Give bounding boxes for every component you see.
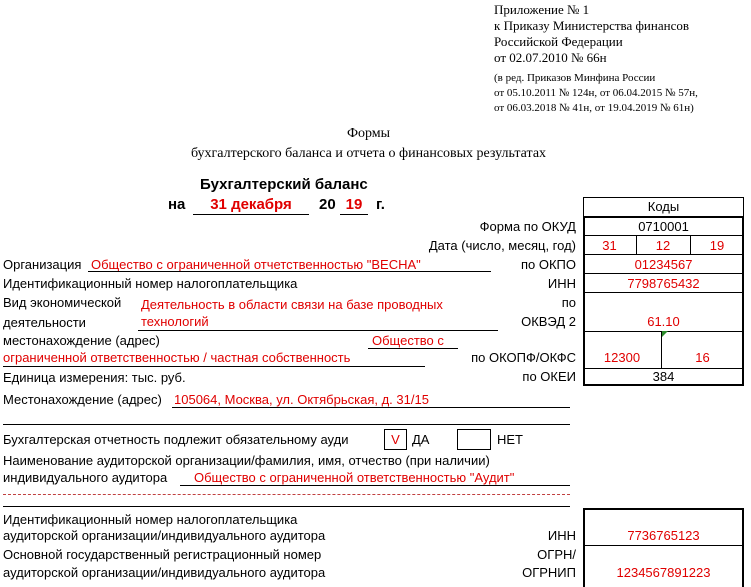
okud-code[interactable]: 0710001	[638, 219, 689, 234]
okfs-code[interactable]: 16	[695, 350, 710, 365]
okpo-label: по ОКПО	[520, 257, 576, 272]
codes-header: Коды	[647, 199, 680, 214]
appendix-line-4: от 02.07.2010 № 66н	[494, 50, 607, 65]
org-inn-label: Идентификационный номер налогоплательщика	[3, 276, 298, 291]
edition-line-3: от 06.03.2018 № 41н, от 19.04.2019 № 61н)	[494, 102, 694, 114]
auditor-inn-label-1: Идентификационный номер налогоплательщика	[3, 512, 298, 527]
address-value[interactable]: 105064, Москва, ул. Октябрьская, д. 31/15	[174, 392, 429, 407]
inn-label: ИНН	[547, 276, 576, 291]
inn-code[interactable]: 7798765432	[627, 276, 700, 291]
okved-label-2: ОКВЭД 2	[521, 314, 576, 329]
balance-year[interactable]: 19	[345, 196, 363, 213]
audit-no-checkbox[interactable]	[457, 429, 491, 450]
unit-label: Единица измерения: тыс. руб.	[3, 370, 186, 385]
forms-title: Формы	[346, 126, 391, 141]
okei-label: по ОКЕИ	[522, 369, 576, 384]
okpo-code[interactable]: 01234567	[634, 257, 693, 272]
balance-date[interactable]: 31 декабря	[210, 196, 292, 213]
location-label: местонахождение (адрес)	[3, 333, 160, 348]
balance-na: на	[168, 196, 186, 213]
activity-label-1: Вид экономической	[3, 295, 122, 310]
org-label: Организация	[3, 257, 82, 272]
appendix-line-2: к Приказу Министерства финансов	[494, 18, 689, 33]
auditor-inn-value[interactable]: 7736765123	[627, 528, 700, 543]
date-year[interactable]: 19	[709, 238, 725, 253]
audit-no-label: НЕТ	[497, 432, 523, 447]
auditor-ogrn-label-2: аудиторской организации/индивидуального аудитора	[3, 565, 326, 580]
balance-g: г.	[376, 196, 385, 213]
balance-title: Бухгалтерский баланс	[200, 176, 368, 193]
date-month[interactable]: 12	[655, 238, 671, 253]
auditor-inn-code-label: ИНН	[547, 528, 576, 543]
address-label: Местонахождение (адрес)	[3, 392, 162, 407]
forms-subtitle: бухгалтерского баланса и отчета о финансовых результатах	[190, 146, 547, 161]
audit-yes-label: ДА	[412, 432, 430, 447]
auditor-name-label-1: Наименование аудиторской организации/фамилия, имя, отчество (при наличии)	[3, 453, 490, 468]
auditor-name-value[interactable]: Общество с ограниченной ответственностью "Аудит"	[194, 470, 515, 485]
okopf-code[interactable]: 12300	[603, 350, 641, 365]
auditor-ogrn-label-1: Основной государственный регистрационный номер	[3, 547, 322, 562]
audit-yes-checkbox[interactable]: V	[384, 429, 407, 450]
okud-label: Форма по ОКУД	[479, 219, 576, 234]
auditor-ogrn-code-label-1: ОГРН/	[537, 547, 576, 562]
auditor-inn-label-2: аудиторской организации/индивидуального аудитора	[3, 528, 326, 543]
okopf-label: по ОКОПФ/ОКФС	[471, 350, 576, 365]
auditor-ogrn-value[interactable]: 1234567891223	[616, 565, 711, 580]
ownership-value-2[interactable]: ограниченной ответственностью / частная собственность	[3, 350, 351, 365]
activity-label-2: деятельности	[3, 315, 86, 330]
auditor-name-label-2: индивидуального аудитора	[3, 470, 168, 485]
appendix-line-3: Российской Федерации	[494, 34, 623, 49]
comment-marker-icon	[662, 331, 668, 337]
date-day[interactable]: 31	[602, 238, 617, 253]
okved-label-1: по	[561, 295, 576, 310]
edition-line-1: (в ред. Приказов Минфина России	[494, 72, 656, 84]
auditor-ogrn-code-label-2: ОГРНИП	[522, 565, 576, 580]
date-label: Дата (число, месяц, год)	[428, 238, 576, 253]
appendix-line-1: Приложение № 1	[494, 2, 590, 17]
audit-subject-label: Бухгалтерская отчетность подлежит обязательному ауди	[3, 432, 349, 447]
edition-line-2: от 05.10.2011 № 124н, от 06.04.2015 № 57н,	[494, 87, 698, 99]
org-value[interactable]: Общество с ограниченной отчетственностью "ВЕСНА"	[91, 257, 421, 272]
okei-code[interactable]: 384	[652, 369, 675, 384]
activity-value-1[interactable]: Деятельность в области связи на базе проводных	[141, 297, 443, 312]
balance-year-prefix: 20	[319, 196, 336, 213]
activity-value-2[interactable]: технологий	[141, 314, 209, 329]
okved-code[interactable]: 61.10	[647, 314, 680, 329]
ownership-value-1[interactable]: Общество с	[372, 333, 444, 348]
